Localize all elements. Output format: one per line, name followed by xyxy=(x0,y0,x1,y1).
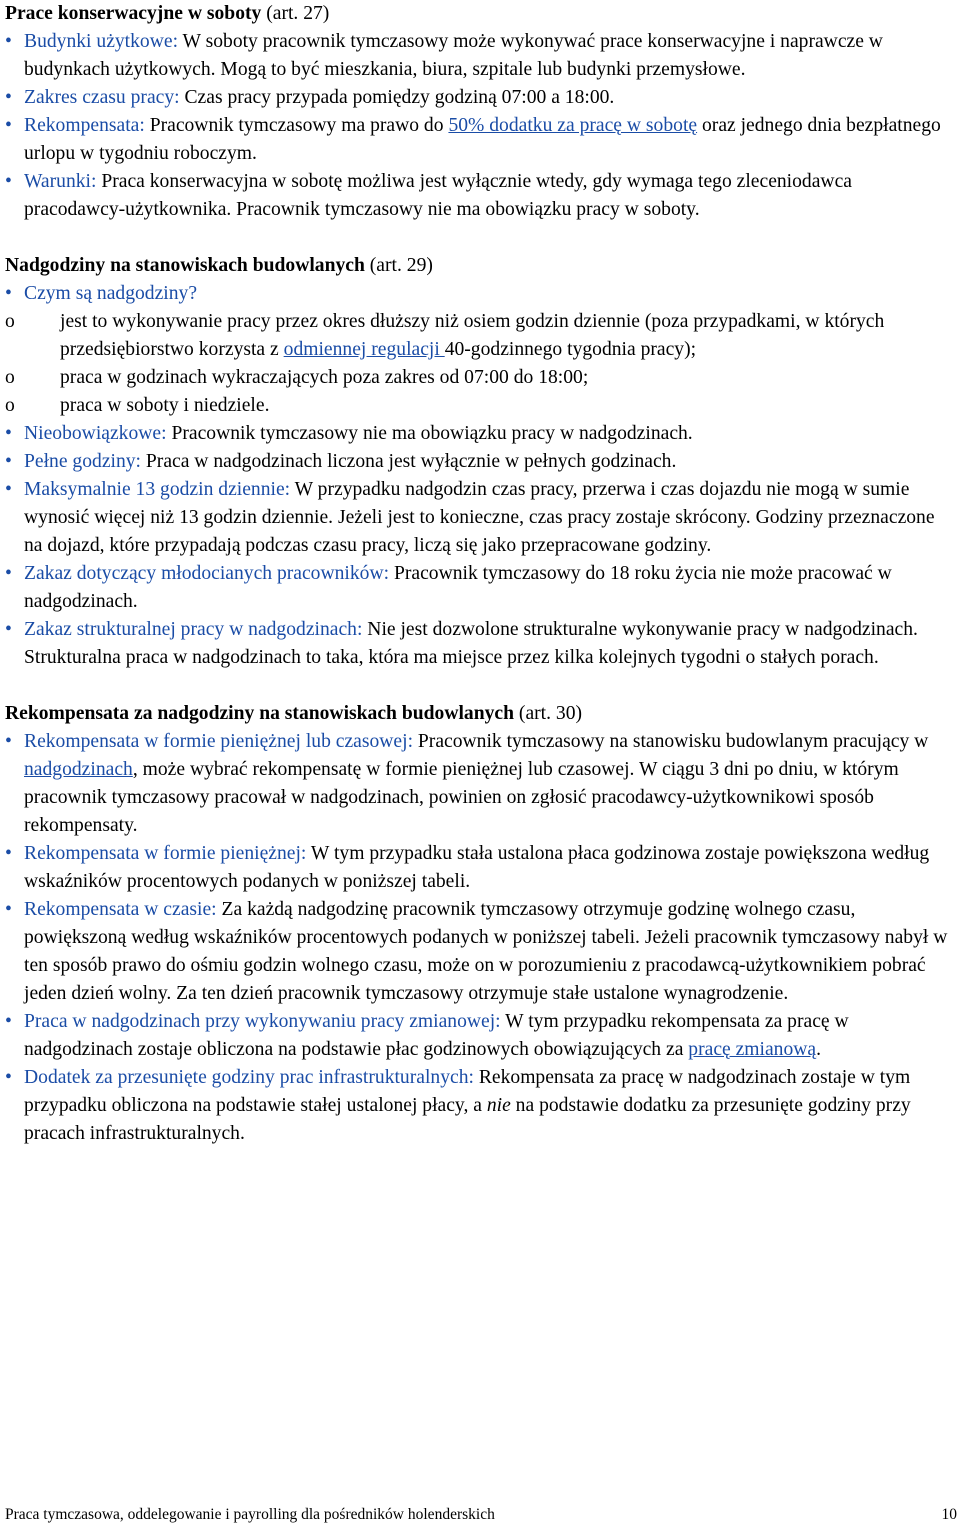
list-item xyxy=(5,476,957,560)
section-title: Nadgodziny na stanowiskach budowlanych xyxy=(5,255,365,276)
bullet-icon: • xyxy=(5,283,12,304)
list-item xyxy=(5,1008,957,1064)
list-item xyxy=(5,616,957,672)
bullet-icon: • xyxy=(5,451,12,472)
item-label: Dodatek za przesunięte godziny prac infrastrukturalnych: xyxy=(24,1067,474,1088)
article-ref: (art. 30) xyxy=(518,703,583,724)
article-ref: (art. 27) xyxy=(266,3,330,24)
bullet-icon: • xyxy=(5,423,12,444)
item-label: Zakaz dotyczący młodocianych pracowników: xyxy=(24,563,390,584)
list-item xyxy=(5,168,957,224)
item-text: Czas pracy przypada pomiędzy godziną 07:00 a 18:00. xyxy=(179,87,615,108)
document-page xyxy=(5,0,957,1148)
sub-item xyxy=(5,308,957,364)
overtime-link[interactable]: nadgodzinach xyxy=(24,759,133,780)
bullet-icon: • xyxy=(5,619,12,640)
section-title: Prace konserwacyjne w soboty xyxy=(5,3,262,24)
item-text: W przypadku nadgodzin czas pracy, przerwa i czas dojazdu nie mogą w sumie wynosić więcej niż 13 godzin dziennie. Jeżeli jest to konieczne, czas pracy zostaje skrócony. Godziny przeznaczone na dojazd, które przypadają podczas czasu pracy, liczą się jako przepracowane godziny. xyxy=(24,479,935,556)
list-item xyxy=(5,896,957,1008)
bullet-icon: • xyxy=(5,899,12,920)
section-heading-art27 xyxy=(5,0,957,28)
item-text: na podstawie dodatku za przesunięte godziny przy pracach infrastrukturalnych. xyxy=(24,1095,911,1144)
list-item xyxy=(5,112,957,168)
item-text: Pracownik tymczasowy na stanowisku budowlanym pracujący w xyxy=(413,731,929,752)
bullet-icon: • xyxy=(5,479,12,500)
list-item xyxy=(5,1064,957,1148)
page-number: 10 xyxy=(941,1506,957,1523)
item-text: jest to wykonywanie pracy przez okres dłuższy niż osiem godzin dziennie (poza przypadkami, w których przedsiębiorstwo korzysta z xyxy=(60,311,885,360)
item-text: Praca w nadgodzinach liczona jest wyłącznie w pełnych godzinach. xyxy=(141,451,677,472)
item-text: Za każdą nadgodzinę pracownik tymczasowy otrzymuje godzinę wolnego czasu, powiększoną według wskaźników procentowych podanych w poniższej tabeli. Jeżeli pracownik tymczasowy nabył w ten sposób prawo do ośmiu godzin wolnego czasu, może on w porozumieniu z pracodawcą-użytkownikiem pobrać jeden dzień wolny. Za ten dzień pracownik tymczasowy otrzymuje stałe ustalone wynagrodzenie. xyxy=(24,899,948,1004)
item-label: Czym są nadgodziny? xyxy=(24,283,198,304)
emphasis-text: nie xyxy=(486,1095,511,1116)
list-item xyxy=(5,840,957,896)
item-text: W soboty pracownik tymczasowy może wykonywać prace konserwacyjne i naprawcze w budynkach użytkowych. Mogą to być mieszkania, biura, szpitale lub budynki przemysłowe. xyxy=(24,31,883,80)
item-text: praca w godzinach wykraczających poza zakres od 07:00 do 18:00; xyxy=(60,367,589,388)
item-label: Zakres czasu pracy: xyxy=(24,87,180,108)
item-text: W tym przypadku stała ustalona płaca godzinowa zostaje powiększona według wskaźników procentowych podanych w poniższej tabeli. xyxy=(24,843,930,892)
regulation-link[interactable]: odmiennej regulacji xyxy=(283,339,445,360)
item-label: Rekompensata w formie pieniężnej: xyxy=(24,843,307,864)
item-label: Maksymalnie 13 godzin dziennie: xyxy=(24,479,291,500)
list-item xyxy=(5,448,957,476)
item-text: Pracownik tymczasowy ma prawo do xyxy=(144,115,449,136)
item-text: Rekompensata za pracę w nadgodzinach zostaje w tym przypadku obliczona na podstawie stałej ustalonej płacy, a xyxy=(24,1067,911,1116)
sub-item xyxy=(5,364,957,392)
spacer xyxy=(5,672,957,700)
item-text: 40-godzinnego tygodnia pracy); xyxy=(444,339,697,360)
item-text: , może wybrać rekompensatę w formie pieniężnej lub czasowej. W ciągu 3 dni po dniu, w którym pracownik tymczasowy pracował w nadgodzinach, powinien on zgłosić pracodawcy-użytkownikowi sposób rekompensaty. xyxy=(24,759,899,836)
list-item xyxy=(5,280,957,308)
section-heading-art29 xyxy=(5,252,957,280)
spacer xyxy=(5,224,957,252)
item-text: Nie jest dozwolone strukturalne wykonywanie pracy w nadgodzinach. Strukturalna praca w nadgodzinach to taka, która ma miejsce przez kilka kolejnych tygodni o stałych porach. xyxy=(24,619,918,668)
bullet-icon: • xyxy=(5,1067,12,1088)
item-text: Pracownik tymczasowy nie ma obowiązku pracy w nadgodzinach. xyxy=(166,423,693,444)
saturday-bonus-link[interactable]: 50% dodatku za pracę w sobotę xyxy=(448,115,698,136)
bullet-icon: • xyxy=(5,843,12,864)
list-item xyxy=(5,84,957,112)
list-item xyxy=(5,728,957,840)
item-text: oraz jednego dnia bezpłatnego urlopu w tygodniu roboczym. xyxy=(24,115,941,164)
item-label: Nieobowiązkowe: xyxy=(24,423,167,444)
item-label: Rekompensata w formie pieniężnej lub czasowej: xyxy=(24,731,414,752)
item-label: Budynki użytkowe: xyxy=(24,31,179,52)
shift-work-link[interactable]: pracę zmianową xyxy=(688,1039,817,1060)
bullet-icon: • xyxy=(5,1011,12,1032)
list-item xyxy=(5,28,957,84)
circle-bullet-icon: o xyxy=(5,395,15,416)
bullet-icon: • xyxy=(5,563,12,584)
item-text: . xyxy=(816,1039,822,1060)
article-ref: (art. 29) xyxy=(369,255,433,276)
bullet-icon: • xyxy=(5,87,12,108)
bullet-icon: • xyxy=(5,115,12,136)
list-item xyxy=(5,560,957,616)
item-text: Praca konserwacyjna w sobotę możliwa jest wyłącznie wtedy, gdy wymaga tego zleceniodawca pracodawcy-użytkownika. Pracownik tymczasowy nie ma obowiązku pracy w soboty. xyxy=(24,171,852,220)
bullet-icon: • xyxy=(5,171,12,192)
page-footer xyxy=(5,1504,957,1526)
item-label: Praca w nadgodzinach przy wykonywaniu pracy zmianowej: xyxy=(24,1011,501,1032)
bullet-icon: • xyxy=(5,731,12,752)
section-heading-art30 xyxy=(5,700,957,728)
item-text: W tym przypadku rekompensata za pracę w nadgodzinach zostaje obliczona na podstawie płac godzinowych obowiązujących za xyxy=(24,1011,849,1060)
sub-item xyxy=(5,392,957,420)
item-label: Warunki: xyxy=(24,171,97,192)
item-text: praca w soboty i niedziele. xyxy=(60,395,270,416)
section-title: Rekompensata za nadgodziny na stanowiskach budowlanych xyxy=(5,703,515,724)
circle-bullet-icon: o xyxy=(5,367,15,388)
bullet-icon: • xyxy=(5,31,12,52)
footer-text: Praca tymczasowa, oddelegowanie i payrolling dla pośredników holenderskich xyxy=(5,1506,495,1523)
circle-bullet-icon: o xyxy=(5,311,15,332)
list-item xyxy=(5,420,957,448)
item-label: Pełne godziny: xyxy=(24,451,141,472)
item-label: Rekompensata: xyxy=(24,115,145,136)
item-label: Rekompensata w czasie: xyxy=(24,899,217,920)
item-label: Zakaz strukturalnej pracy w nadgodzinach: xyxy=(24,619,363,640)
item-text: Pracownik tymczasowy do 18 roku życia nie może pracować w nadgodzinach. xyxy=(24,563,892,612)
